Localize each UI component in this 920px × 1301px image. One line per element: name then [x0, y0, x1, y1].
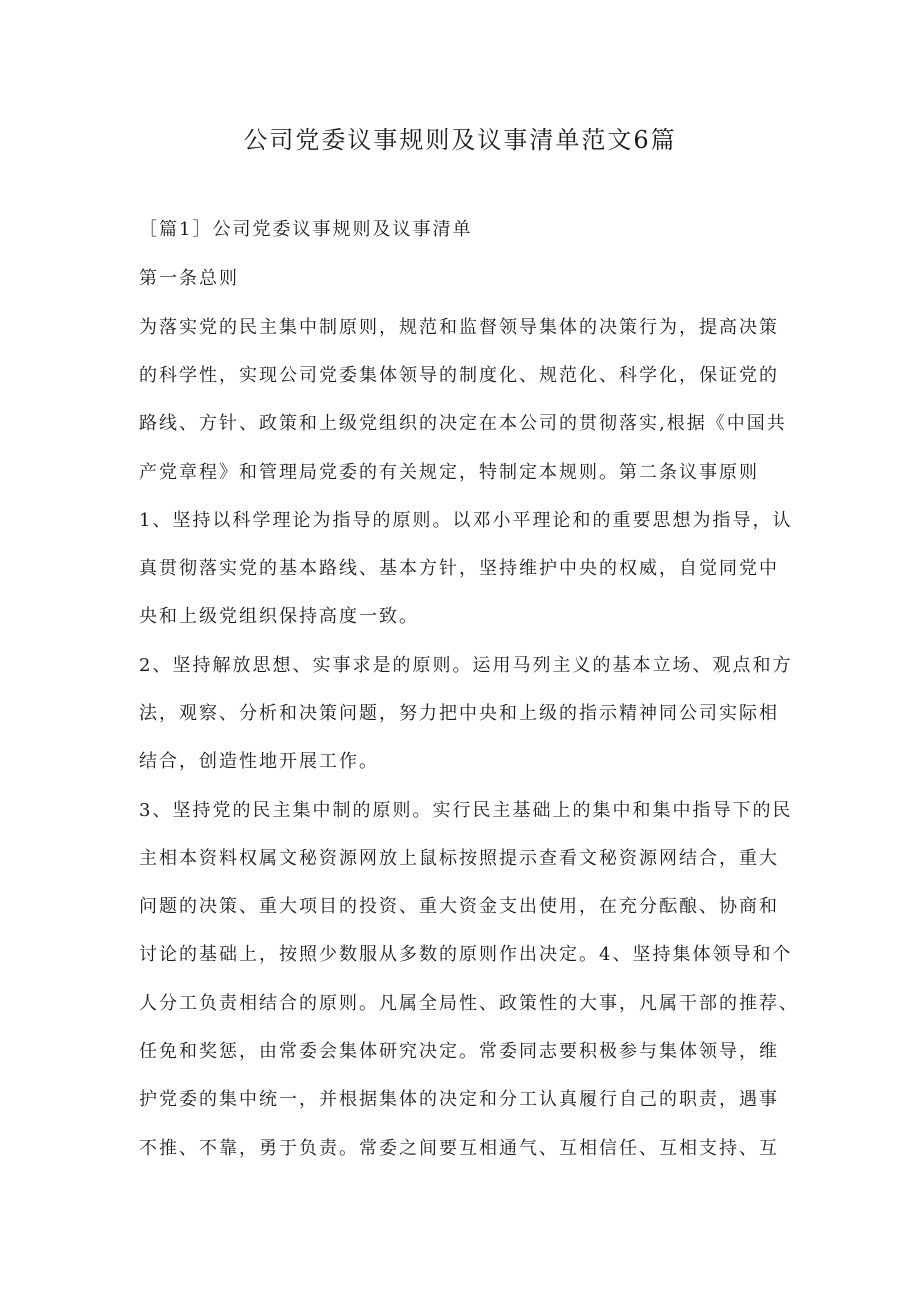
body-line-12: 主相本资料权属文秘资源网放上鼠标按照提示查看文秘资源网结合，重大 — [139, 848, 779, 869]
body-line-9: 法，观察、分析和决策问题，努力把中央和上级的指示精神同公司实际相 — [139, 703, 779, 724]
body-line-4: 产党章程》和管理局党委的有关规定，特制定本规则。第二条议事原则 — [139, 462, 759, 483]
article-heading: 第一条总则 — [139, 268, 239, 289]
body-line-17: 护党委的集中统一，并根据集体的决定和分工认真履行自己的职责，遇事 — [139, 1089, 779, 1110]
section-heading: ［篇1］公司党委议事规则及议事清单 — [139, 219, 473, 240]
body-line-11: 3、坚持党的民主集中制的原则。实行民主基础上的集中和集中指导下的民 — [139, 800, 793, 821]
body-line-15: 人分工负责相结合的原则。凡属全局性、政策性的大事，凡属干部的推荐、 — [139, 993, 799, 1014]
body-line-8: 2、坚持解放思想、实事求是的原则。运用马列主义的基本立场、观点和方 — [139, 655, 793, 676]
body-line-6: 真贯彻落实党的基本路线、基本方针，坚持维护中央的权威，自觉同党中 — [139, 558, 779, 579]
body-line-1: 为落实党的民主集中制原则，规范和监督领导集体的决策行为，提高决策 — [139, 317, 779, 338]
body-line-13: 问题的决策、重大项目的投资、重大资金支出使用，在充分酝酿、协商和 — [139, 896, 779, 917]
body-line-3: 路线、方针、政策和上级党组织的决定在本公司的贯彻落实,根据《中国共 — [139, 413, 787, 434]
body-line-18: 不推、不靠，勇于负责。常委之间要互相通气、互相信任、互相支持、互 — [139, 1138, 779, 1159]
body-line-2: 的科学性，实现公司党委集体领导的制度化、规范化、科学化，保证党的 — [139, 365, 779, 386]
body-line-10: 结合，创造性地开展工作。 — [139, 751, 379, 772]
body-line-14: 讨论的基础上，按照少数服从多数的原则作出决定。4、坚持集体领导和个 — [139, 944, 793, 965]
body-line-5: 1、坚持以科学理论为指导的原则。以邓小平理论和的重要思想为指导，认 — [139, 510, 793, 531]
body-line-16: 任免和奖惩，由常委会集体研究决定。常委同志要积极参与集体领导，维 — [139, 1041, 779, 1062]
body-line-7: 央和上级党组织保持高度一致。 — [139, 606, 419, 627]
document-title: 公司党委议事规则及议事清单范文6篇 — [243, 126, 677, 154]
